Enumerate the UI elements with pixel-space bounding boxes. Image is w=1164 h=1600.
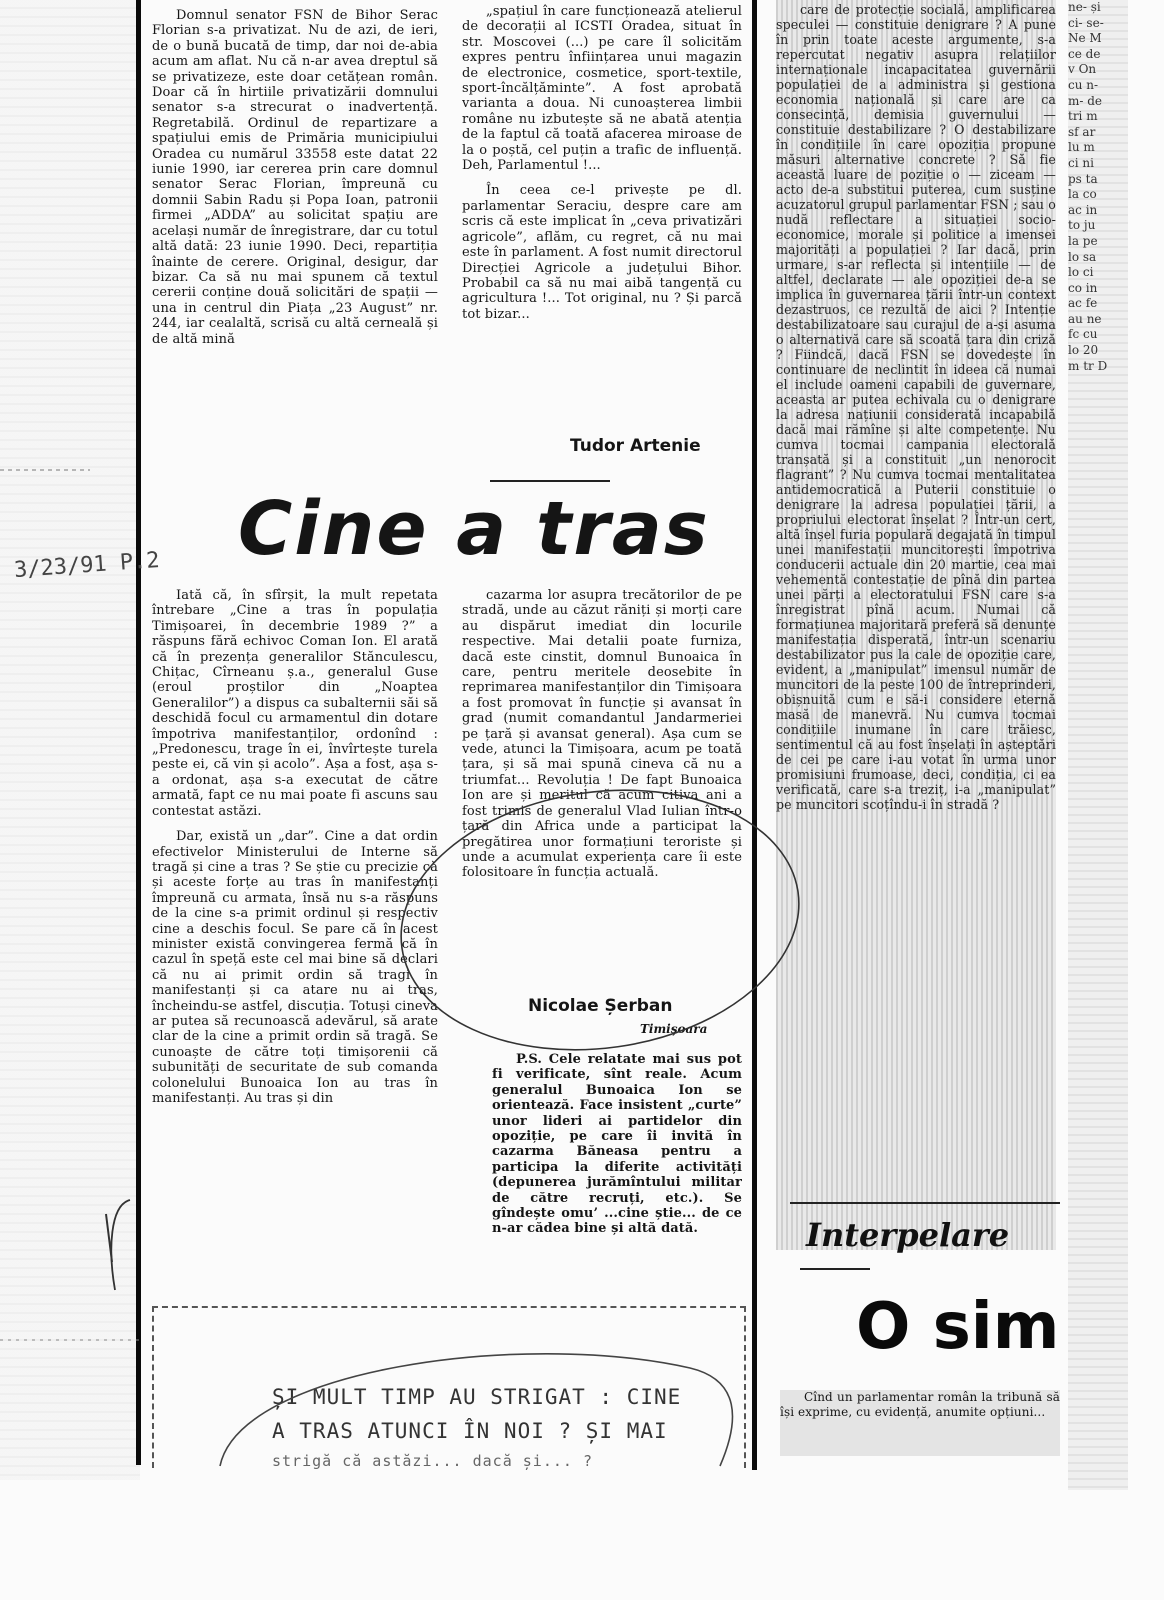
pen-bracket-annotation <box>111 1200 130 1290</box>
article2-byline: Nicolae Șerban <box>528 996 673 1016</box>
cartoon-caption: ȘI MULT TIMP AU STRIGAT : CINE A TRAS ATUNCI ÎN NOI ? ȘI MAI <box>272 1385 682 1443</box>
pen-circle-annotation <box>384 765 816 1074</box>
article1-right-text: „spațiul în care funcționează atelierul de decorații al ICSTI Oradea, situat în str. Moscovei (...) pe care îl solicităm expres pentru înființarea unui magazin de electronice, cosmetice, sport-textile, sport-încălțăminte”. A fost aprobată varianta a doua. Ni cunoașterea limbii române nu izbutește să ne abată atenția de la faptul că toată afacerea miroase de la o poștă, cel puțin a trafic de influență. Deh, Parlamentul !... <box>462 4 742 174</box>
article2-left-text-2: Dar, există un „dar”. Cine a dat ordin efectivelor Ministerului de Interne să tragă și cine a tras ? Se știe cu precizie că și aceste forțe au tras în manifestanți împreună cu armata, însă nu s-a răspuns de la cine s-a primit ordinul și respectiv cine a deschis focul. Se pare că în acest minister există convingerea fermă că în cazul în speță este cel mai bine să declari că nu ai primit ordin să tragi în manifestanți și ca atare nu ai tras, încheindu-se astfel, discuția. Totuși cineva ar putea să recunoască adevărul, să arate clar de la cine a primit ordin să tragă. Se cunoaște de către toți timișorenii că subunități de securitate de sub comanda colonelului Bunoaica Ion au tras în manifestanți. Au tras și din <box>152 829 438 1106</box>
edge-column-text: ne- și ci- se- Ne M ce de v On cu n- m- de tri m sf ar lu m ci ni ps ta la co ac in to ju la pe lo sa lo ci co in ac fe au ne fc cu lo 20 m tr D <box>1068 0 1108 373</box>
article2-right-text: cazarma lor asupra trecătorilor de pe stradă, unde au căzut răniți și morți care au dispărut imediat din locurile respective. Mai detalii poate furniza, dacă este cinstit, domnul Bunoaica în care, pentru meritele deosebite în reprimarea manifestanților din Timișoara a fost promovat în funcție și avansat în grad (numit comandantul Jandarmeriei pe țară și avansat general). Așa cum se vede, atunci la Timișoara, acum pe toată țara, și să mai spună cineva că nu a triumfat... Revoluția ! De fapt Bunoaica Ion are și meritul că acum citiva ani a fost trimis de generalul Vlad Iulian într-o țară din Africa unde a participat la pregătirea unor formațiuni teroriste și unde a acumulat experiența care îi este folositoare în funcția actuală. <box>462 588 742 881</box>
article1-left-text: Domnul senator FSN de Bihor Serac Florian s-a privatizat. Nu de azi, de ieri, de o bună bucată de timp, dar noi de-abia acum am aflat. Nu că n-ar avea dreptul să se privatizeze, este doar cetățean român. Doar că în hirtiile privatizării domnului senator s-a strecurat o inadvertență. Regretabilă. Ordinul de repartizare a spațiului emis de Primăria municipiului Oradea cu numărul 33558 este datat 22 iunie 1990, iar cererea prin care domnul senator Serac Florian, împreună cu domnii Sabin Radu și Popa Ioan, patronii firmei „ADDA” au solicitat spațiu are același număr de înregistrare, dar cu totul altă dată: 23 iunie 1990. Deci, repartiția înainte de cerere. Original, desigur, dar bizar. Ca să nu mai spunem că textul cererii conține două solicitări de spații — una in centrul din Piața „23 August” nr. 244, iar cealaltă, scrisă cu altă cerneală și de altă mină <box>152 8 438 347</box>
article2-ps-text: P.S. Cele relatate mai sus pot fi verificate, sînt reale. Acum generalul Bunoaica Ion se orientează. Face insistent „curte” unor lideri ai partidelor din opoziție, pe care îi invită în cazarma Băneasa pentru a participa la diferite activități (depunerea jurămîntului militar de către recruți, etc.). Se gîndește omu’ ...cine știe... de ce n-ar cădea bine și altă dată. <box>492 1052 742 1237</box>
handwritten-margin-note: 3/23/91 P.2 <box>13 547 161 584</box>
right-article-text: care de protecție socială, amplificarea speculei — constituie denigrare ? A pune în prin toate aceste argumente, s-a repercutat negativ asupra relațiilor internaționale incapacitatea guvernării populației de a administra și gestiona economia națională și care are ca consecință, demisia guvernului — constituie destabilizare ? O destabilizare în condițiile în care opoziția propune măsuri alternative concrete ? Să fie această luare de poziție o — ziceam — acto de-a substitui puterea, cum susține acuzatorul grupul parlamentar FSN ; sau o nudă reflectare a situației socio-economice, morale și politice a imensei majorități a populației ? Iar dacă, prin urmare, s-ar reflecta și intențiile — de altfel, declarate — ale opoziției de-a se implica în guvernarea țării într-un context dezastruos, ce rezultă de aici ? Intenție destabilizatoare sau curajul de a-și asuma o alternativă care să scoată țara din criză ? Fiindcă, dacă FSN se dovedește în continuare de neclintit în ideea că numai el include oameni capabili de guvernare, aceasta ar putea echivala cu o denigrare la adresa națiunii considerată incapabilă dacă mai rămîne și alte competențe. Nu cumva tocmai campania electorală tranșată și a constituit „un nenorocit flagrant” ? Nu cumva tocmai mentalitatea antidemocratică a Puterii constituie o denigrare la adresa populației țării, a propriului electorat înșelat ? Într-un cert, altă înșel furia populară degajată în timpul unei manifestații muncitorești împotriva conducerii actuale din 20 martie, cea mai vehementă contestație de pînă din partea unei părți a electoratului FSN care s-a înregistrat pînă acum. Numai că formațiunea majoritară preferă să denunțe manifestația disperată, într-un scenariu destabilizator pus la cale de opoziție care, evident, a „manipulat” imensul număr de muncitori de la peste 100 de întreprinderi, obișnuită cum e să-i considere eternă masă de manevră. Nu cumva tocmai condițiile inumane în care trăiesc, sentimentul că au fost înșelați în așteptări de cei pe care i-au votat în urma unor promisiuni frumoase, deci, condiția, ci ea verificată, care s-a treziț, i-a „manipulat” pe muncitori scoțîndu-i în stradă ? <box>776 2 1056 812</box>
cartoon-bubble-outline <box>220 1354 732 1466</box>
article2-headline: Cine a tras <box>238 486 710 572</box>
article2-location: Timișoara <box>640 1022 708 1036</box>
article2-left-text-1: Iată că, în sfîrșit, la mult repetata întrebare „Cine a tras în populația Timișoarei, în decembrie 1989 ?” a răspuns fără echivoc Coman Ion. El arată că în prezența generalilor Stănculescu, Chițac, Cîrneanu ș.a., generalul Guse (eroul proștilor din „Noaptea Generalilor”) a dispus ca subalternii săi să deschidă focul cu armamentul din dotare împotriva manifestanților, ordonînd : „Predonescu, trage în ei, învîrtește turela peste ei, că vin și acolo”. Așa a fost, așa s-a ordonat, așa s-a executat de către armată, fapt ce nu mai poate fi ascuns sau contestat astăzi. <box>152 588 438 819</box>
article1-right-text-2: În ceea ce-l privește pe dl. parlamentar Seraciu, despre care am scris că este implicat în „ceva privatizări agricole”, aflăm, cu regret, că nu mai este în parlament. A fost numit directorul Direcției Agricole a județului Bihor. Probabil ca să nu mai aibă tangență cu agricultura !... Tot original, nu ? Și parcă tot bizar... <box>462 183 742 322</box>
right-lead-text: Cînd un parlamentar român la tribună să își exprime, cu evidență, anumite opțiuni... <box>780 1390 1060 1419</box>
cartoon-caption-tail: strigă că astăzi... dacă și... ? <box>272 1452 593 1470</box>
right-section-title: Interpelare <box>806 1216 1010 1254</box>
right-headline-fragment: O sim <box>856 1290 1060 1364</box>
article1-byline: Tudor Artenie <box>570 436 701 456</box>
